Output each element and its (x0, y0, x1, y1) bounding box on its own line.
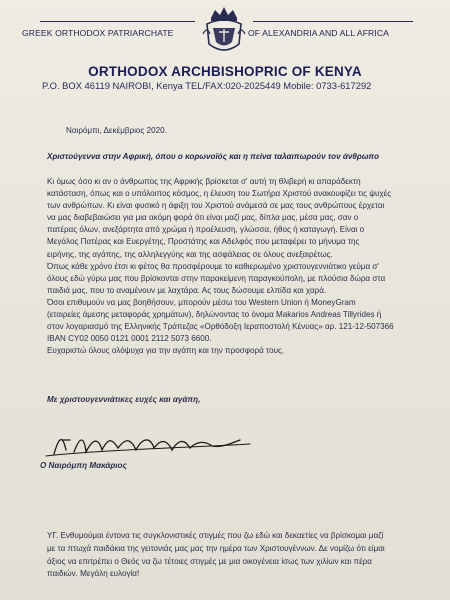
letter-subject: Χριστούγεννα στην Αφρική, όπου ο κορωνοϊός και η πείνα ταλαιπωρούν τον άνθρωπο (47, 152, 380, 161)
patriarchate-name-right: OF ALEXANDRIA AND ALL AFRICA (248, 28, 389, 38)
postscript (47, 530, 385, 581)
body-line: κατάσταση, όπως και ο υπόλοιπος κόσμος, η έλευση του Σωτήρα Χριστού ανακουφίζει τις ψυχές (47, 189, 392, 199)
postscript-line: παιδιών. Μεγάλη ευλογία! (47, 569, 140, 579)
body-line: Όπως κάθε χρόνο έτσι κι φέτος θα προσφέρουμε το καθιερωμένο χριστουγεννιάτικο γεύμα σ' (47, 261, 379, 271)
body-line: Ευχαριστώ όλους ολόψυχα για την αγάπη και την προσφορά τους. (47, 346, 285, 356)
letter-date: Ναιρόμπι, Δεκέμβριος 2020. (66, 126, 167, 135)
patriarchate-name-left: GREEK ORTHODOX PATRIARCHATE (22, 28, 174, 38)
postscript-line: με τα πτωχά παιδάκια της γειτονιάς μας μας την ημέρα των Χριστουγέννων. Δε νομίζω ότι είμαι (47, 543, 385, 553)
body-line: Κι όμως όσο κι αν ο άνθρωπος της Αφρικής βρίσκεται σ' αυτή τη θλιβερή κι απαράδεκτη (47, 177, 361, 186)
body-line: Όσοι επιθυμούν να μας βοηθήσουν, μπορούν μέσω του Western Union ή MoneyGram (47, 297, 356, 307)
body-line: όλους εδώ γύρω μας που βρίσκονται στην παρακείμενη παραγκούπολη, με πλούσια δώρα στα (47, 273, 386, 283)
contact-address: P.O. BOX 46119 NAIROBI, Kenya TEL/FAX:020-2025449 Mobile: 0733-617292 (42, 80, 372, 91)
header-rule-left (40, 21, 195, 22)
header-rule-right (253, 21, 413, 22)
body-line: στον λογαριασμό της Ελληνικής Τράπεζας «Ορθόδοξη Ιεραποστολή Κένυας» αρ. 121-12-507366 (47, 322, 394, 332)
body-line: ειρήνης, της αγάπης, της αλληλεγγύης και της ασφάλειας σε όλους ανεξαιρέτως. (47, 249, 333, 259)
body-line: IBAN CY02 0050 0121 0001 2112 5073 6600. (47, 334, 212, 344)
postscript-line: άξιος να επιτρέπει ο Θεός να ζω τέτοιες στιγμές με μια οικογένεια ίσως των χιλίων και πέρα (47, 556, 372, 566)
body-line: Μεγάλος Πατέρας και Ευεργέτης, Προστάτης και Αδελφός που μεταφέρει το μήνυμα της (47, 237, 360, 247)
signer-name: Ο Ναιρόμπη Μακάριος (40, 461, 127, 470)
body-line: να μας διαβεβαιώσει για μια ακόμη φορά ότι είναι μαζί μας, δίπλα μας, μέσα μας, σαν ο (47, 213, 359, 223)
closing-wishes: Με χριστουγεννιάτικες ευχές και αγάπη, (47, 395, 201, 404)
postscript-line: ΥΓ. Ενθυμούμαι έντονα τις συγκλονιστικές στιγμές που ζω εδώ και δεκαετίες να βρίσκομαι μαζί (47, 531, 384, 540)
body-line: πατέρας όλων, ανεξάρτητα από χρώμα ή προέλευση, γλώσσα, ήθος ή καταγωγή. Είναι ο (47, 225, 365, 235)
body-line: (εταιρείες άμεσης μεταφοράς χρημάτων), δηλώνοντας το όνομα Makarios Andreas Tillyrides ή (47, 310, 382, 320)
body-line: των ανθρώπων. Κι είναι φυσικό η άφιξη του Χριστού ανάμεσά σε μας τους ανθρώπους έρχεται (47, 201, 385, 211)
patriarchate-crest-logo (201, 4, 247, 58)
body-line: παιδιά μας, που το αναμένουν με λαχτάρα. Ας τους δώσουμε ελπίδα και χαρά. (47, 285, 327, 295)
letter-body (47, 176, 394, 357)
archbishopric-title: ORTHODOX ARCHBISHOPRIC OF KENYA (88, 64, 362, 79)
